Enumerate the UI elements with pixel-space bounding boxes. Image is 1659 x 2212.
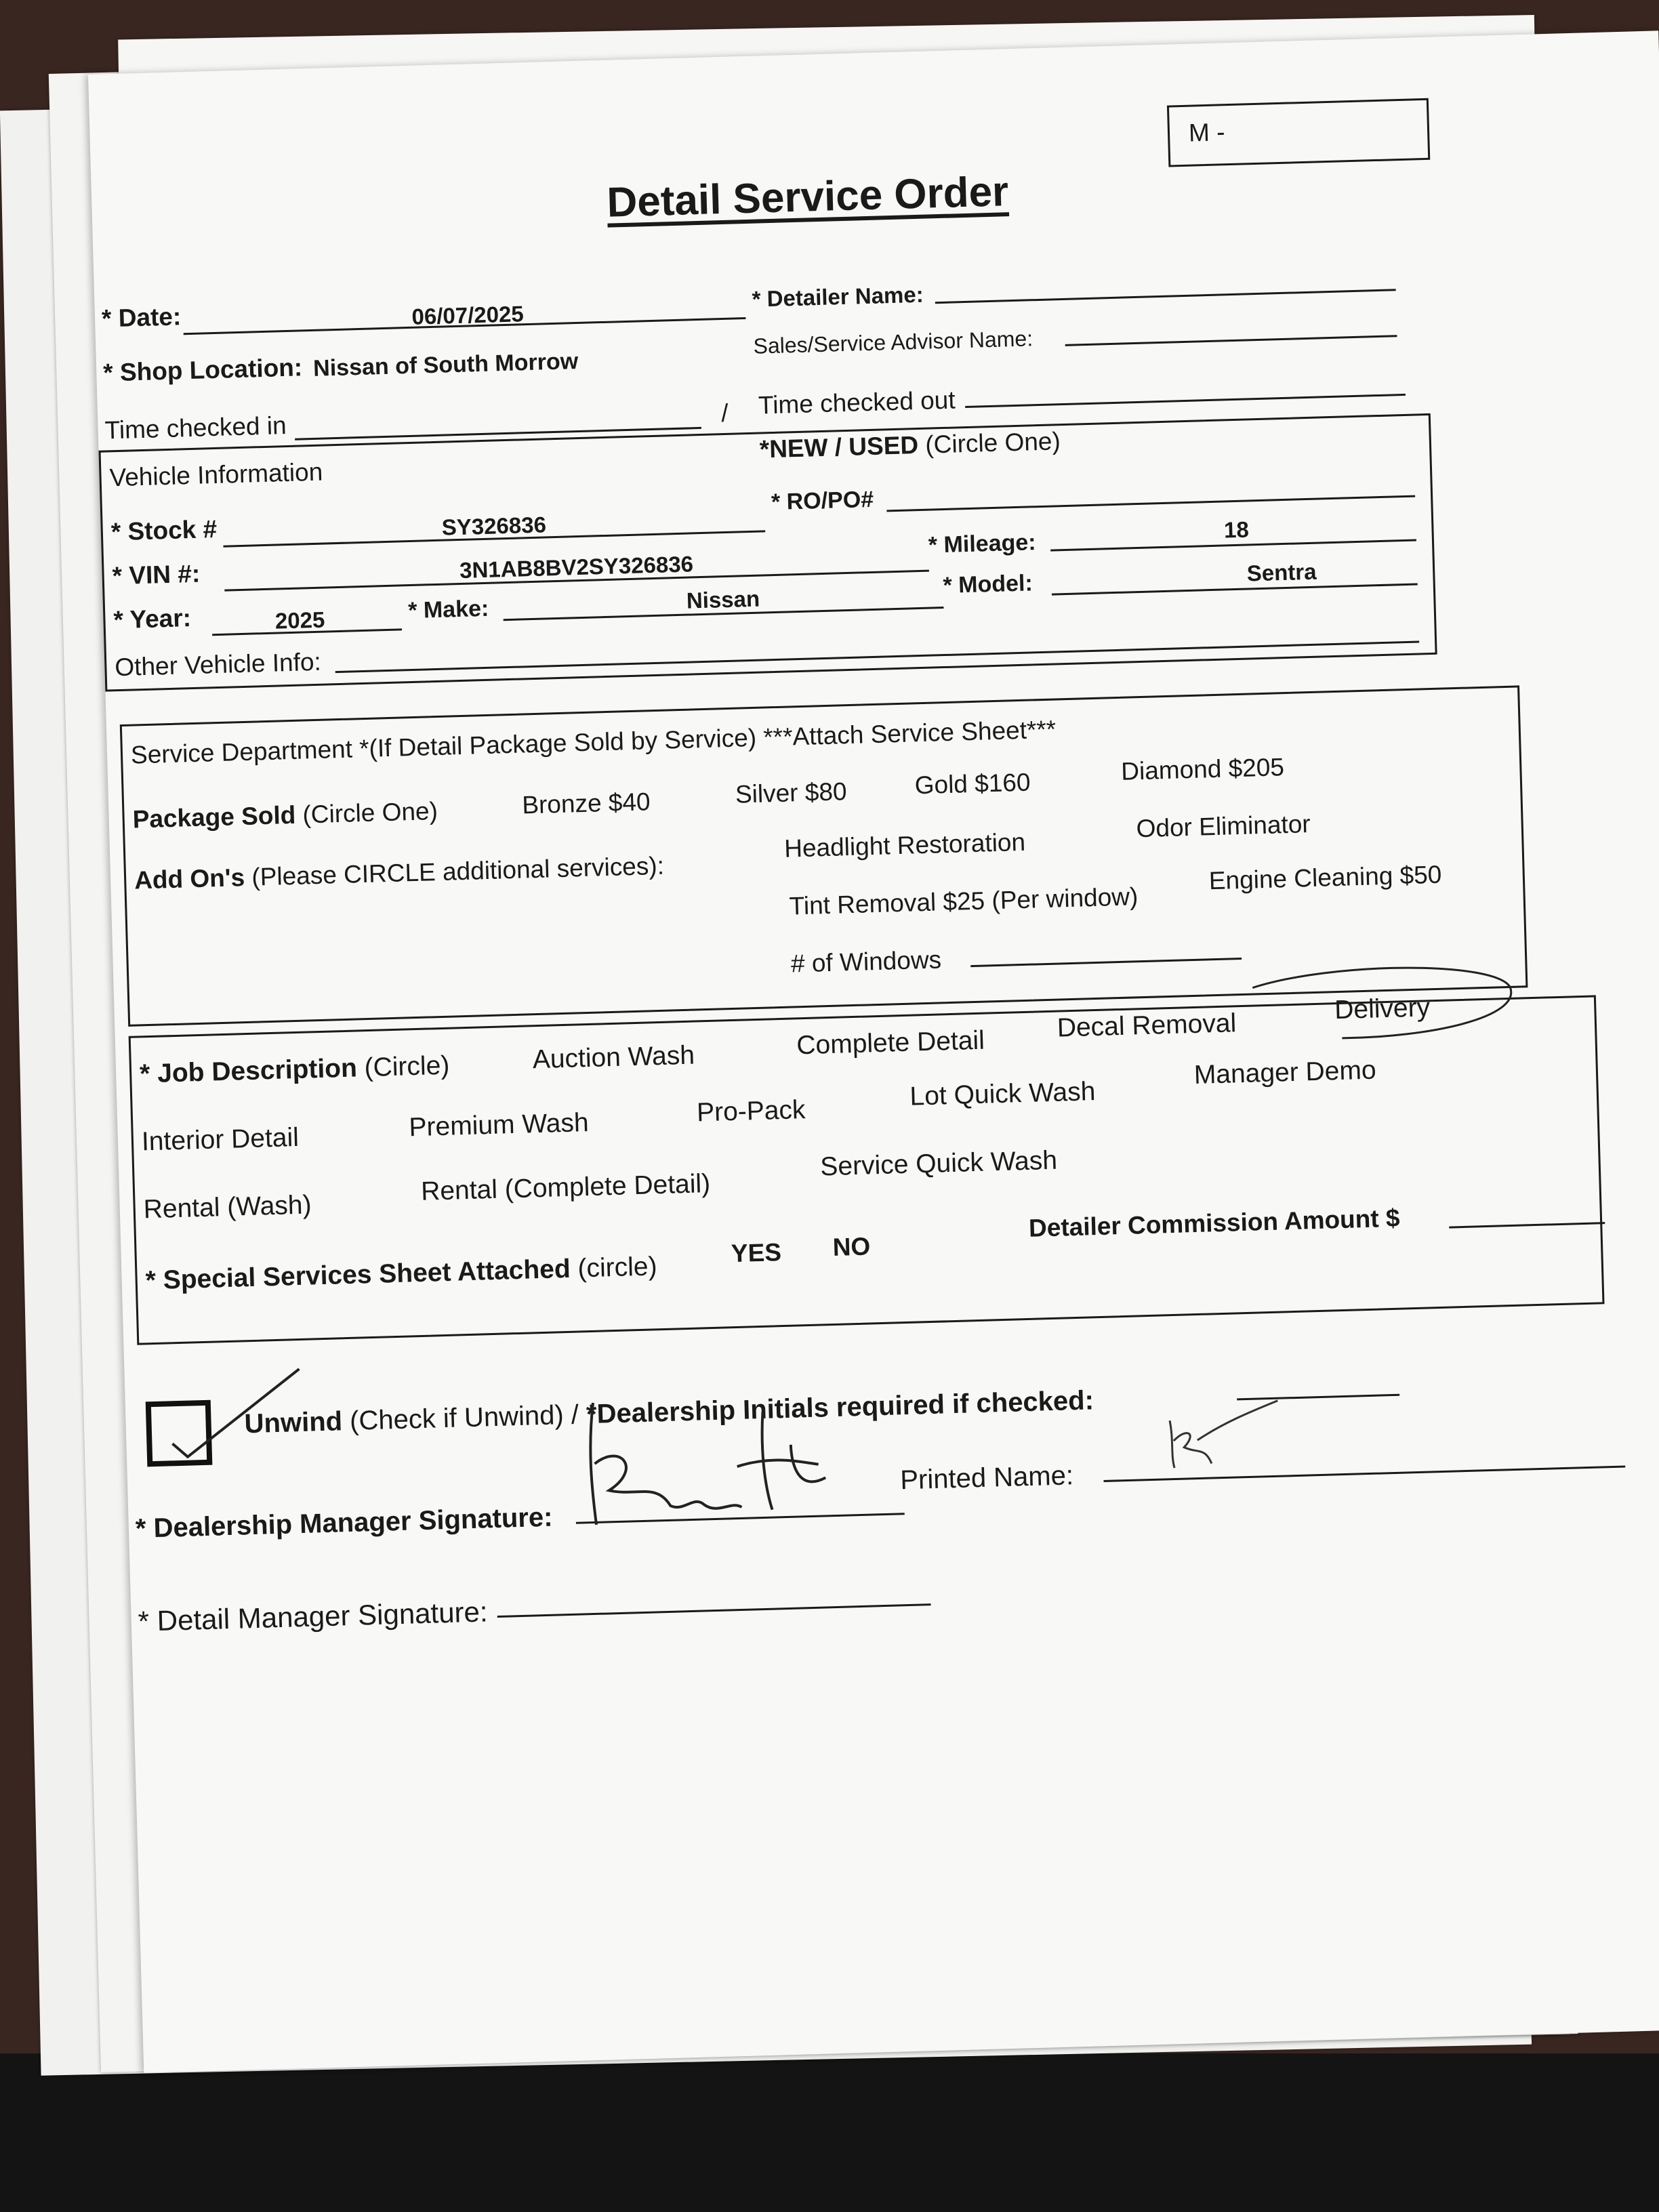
windows-count-label: # of Windows bbox=[790, 945, 942, 978]
time-checked-out-label: Time checked out bbox=[758, 386, 956, 419]
package-bronze[interactable]: Bronze $40 bbox=[521, 787, 651, 819]
new-used-label: *NEW / USED bbox=[759, 431, 919, 464]
m-number-box[interactable] bbox=[1167, 98, 1430, 167]
service-department-heading: Service Department *(If Detail Package Sold by Service) ***Attach Service Sheet*** bbox=[130, 715, 1057, 769]
job-lot-quick-wash[interactable]: Lot Quick Wash bbox=[909, 1077, 1096, 1111]
vin-label: * VIN #: bbox=[112, 559, 201, 590]
date-label: * Date: bbox=[101, 302, 182, 333]
m-number-label: M - bbox=[1188, 118, 1226, 147]
time-checked-out-line[interactable] bbox=[965, 394, 1406, 408]
addon-tint-removal[interactable]: Tint Removal $25 (Per window) bbox=[789, 882, 1139, 920]
package-silver[interactable]: Silver $80 bbox=[735, 777, 848, 808]
job-interior-detail[interactable]: Interior Detail bbox=[141, 1122, 300, 1157]
special-services-no[interactable]: NO bbox=[832, 1232, 871, 1261]
year-label: * Year: bbox=[112, 604, 192, 634]
vehicle-info-heading: Vehicle Information bbox=[109, 457, 323, 492]
job-description-hint: (Circle) bbox=[364, 1050, 450, 1083]
delivery-circle-mark bbox=[1238, 953, 1525, 1056]
job-description-label: * Job Description bbox=[139, 1053, 358, 1089]
detail-manager-signature-line[interactable] bbox=[497, 1603, 931, 1618]
dealership-initials-label: *Dealership Initials required if checked: bbox=[586, 1385, 1094, 1430]
detail-service-order-page bbox=[88, 30, 1659, 2073]
date-value: 06/07/2025 bbox=[411, 301, 525, 329]
desk-surface bbox=[0, 2053, 1659, 2212]
make-value: Nissan bbox=[686, 586, 760, 613]
other-vehicle-info-label: Other Vehicle Info: bbox=[114, 647, 322, 682]
model-value: Sentra bbox=[1246, 558, 1317, 586]
mileage-value: 18 bbox=[1223, 516, 1250, 543]
special-services-yes[interactable]: YES bbox=[731, 1238, 782, 1268]
package-diamond[interactable]: Diamond $205 bbox=[1120, 753, 1285, 785]
unwind-hint: (Check if Unwind) / bbox=[349, 1399, 579, 1436]
job-premium-wash[interactable]: Premium Wash bbox=[408, 1107, 590, 1143]
unwind-label: Unwind bbox=[244, 1406, 343, 1439]
addon-engine-cleaning[interactable]: Engine Cleaning $50 bbox=[1208, 860, 1442, 895]
shop-location-value: Nissan of South Morrow bbox=[312, 348, 579, 382]
unwind-checkbox[interactable] bbox=[146, 1400, 213, 1467]
printed-name-initials bbox=[1155, 1397, 1293, 1475]
job-pro-pack[interactable]: Pro-Pack bbox=[696, 1095, 806, 1128]
add-ons-hint: (Please CIRCLE additional services): bbox=[251, 851, 665, 891]
year-value: 2025 bbox=[274, 607, 325, 634]
advisor-name-line[interactable] bbox=[1065, 335, 1397, 346]
dealership-manager-signature-label: * Dealership Manager Signature: bbox=[135, 1502, 554, 1544]
job-service-quick-wash[interactable]: Service Quick Wash bbox=[819, 1145, 1058, 1182]
job-rental-wash[interactable]: Rental (Wash) bbox=[143, 1190, 312, 1225]
package-gold[interactable]: Gold $160 bbox=[914, 768, 1031, 800]
detailer-name-line[interactable] bbox=[935, 289, 1396, 304]
shop-location-label: * Shop Location: bbox=[102, 353, 303, 387]
detail-manager-signature-label: * Detail Manager Signature: bbox=[138, 1595, 489, 1637]
detailer-name-label: * Detailer Name: bbox=[752, 281, 924, 312]
addon-headlight-restoration[interactable]: Headlight Restoration bbox=[783, 827, 1026, 863]
ro-po-label: * RO/PO# bbox=[771, 486, 874, 516]
vin-value: 3N1AB8BV2SY326836 bbox=[459, 551, 694, 583]
stock-value: SY326836 bbox=[441, 512, 547, 540]
job-rental-complete-detail[interactable]: Rental (Complete Detail) bbox=[420, 1169, 711, 1206]
special-services-hint: (circle) bbox=[577, 1252, 658, 1284]
job-complete-detail[interactable]: Complete Detail bbox=[796, 1025, 985, 1061]
time-slash: / bbox=[720, 398, 729, 428]
model-label: * Model: bbox=[943, 570, 1033, 599]
commission-amount-label: Detailer Commission Amount $ bbox=[1028, 1204, 1400, 1242]
dealership-manager-signature bbox=[565, 1382, 854, 1539]
stock-label: * Stock # bbox=[110, 514, 218, 546]
special-services-label: * Special Services Sheet Attached bbox=[145, 1254, 571, 1296]
job-decal-removal[interactable]: Decal Removal bbox=[1057, 1008, 1237, 1043]
package-sold-hint: (Circle One) bbox=[302, 797, 438, 829]
mileage-label: * Mileage: bbox=[928, 529, 1037, 558]
package-sold-label: Package Sold bbox=[132, 800, 296, 834]
printed-name-label: Printed Name: bbox=[899, 1460, 1074, 1496]
addon-odor-eliminator[interactable]: Odor Eliminator bbox=[1136, 810, 1311, 843]
job-delivery[interactable]: Delivery bbox=[1334, 993, 1431, 1025]
make-label: * Make: bbox=[407, 595, 489, 624]
add-ons-label: Add On's bbox=[134, 863, 245, 895]
job-manager-demo[interactable]: Manager Demo bbox=[1193, 1055, 1377, 1090]
form-title: Detail Service Order bbox=[606, 168, 1010, 226]
time-checked-in-label: Time checked in bbox=[104, 411, 287, 445]
job-auction-wash[interactable]: Auction Wash bbox=[532, 1040, 695, 1075]
advisor-name-label: Sales/Service Advisor Name: bbox=[753, 326, 1033, 359]
new-used-hint: (Circle One) bbox=[924, 427, 1061, 459]
